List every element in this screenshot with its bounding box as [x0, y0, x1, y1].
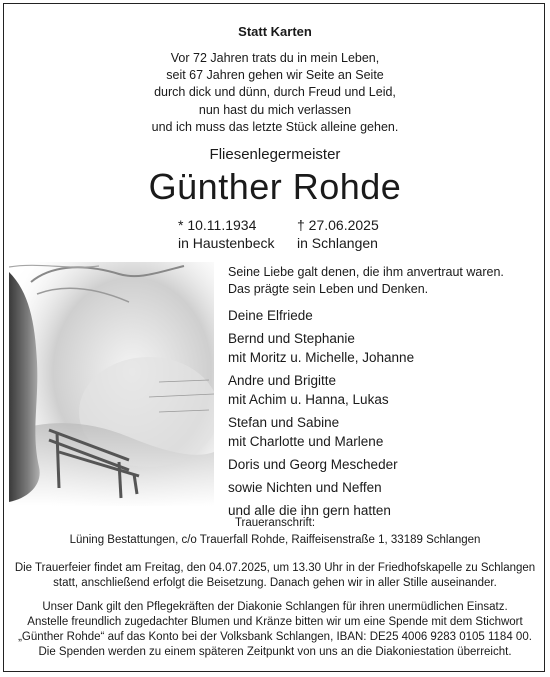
tree-bench-illustration [9, 262, 214, 506]
mourner: Doris und Georg Mescheder [228, 457, 398, 472]
birth-date: * 10.11.1934 [178, 217, 257, 233]
deceased-name: Günther Rohde [148, 166, 402, 207]
mourner: mit Charlotte und Marlene [228, 434, 384, 449]
service-line: statt, anschließend erfolgt die Beisetzung. Danach gehen wir in aller Stille auseinander. [53, 577, 497, 589]
mourner: Deine Elfriede [228, 308, 313, 323]
mourner: sowie Nichten und Neffen [228, 480, 382, 495]
poem-line: seit 67 Jahren gehen wir Seite an Seite [166, 68, 384, 83]
poem-line: nun hast du mich verlassen [198, 102, 352, 117]
mourner: mit Moritz u. Michelle, Johanne [228, 350, 415, 365]
mourners-list [228, 306, 414, 520]
quote-line: Das prägte sein Leben und Denken. [228, 281, 429, 296]
birth-info [178, 216, 275, 252]
thanks-line: Anstelle freundlich zugedachter Blumen und Kränze bitten wir um eine Spende mit dem Stichwort [27, 616, 523, 628]
thanks-line: Unser Dank gilt den Pflegekräften der Diakonie Schlangen für ihren unermüdlichen Einsatz. [42, 601, 508, 613]
address-label: Traueranschrift: [234, 517, 316, 529]
birth-place: in Haustenbeck [178, 235, 275, 251]
service-line: Die Trauerfeier findet am Freitag, den 04.07.2025, um 13.30 Uhr in der Friedhofskapelle zu Schlangen [14, 562, 536, 574]
header-statt-karten: Statt Karten [238, 24, 312, 39]
death-date: † 27.06.2025 [297, 217, 379, 233]
mourner: Andre und Brigitte [228, 373, 337, 388]
poem [0, 50, 550, 136]
thanks-line: „Günther Rohde“ auf das Konto bei der Volksbank Schlangen, IBAN: DE25 4006 9283 0105 1184 00. [18, 631, 532, 643]
mourner: und alle die ihn gern hatten [228, 503, 391, 518]
poem-line: und ich muss das letzte Stück alleine gehen. [151, 119, 399, 134]
thanks-donation-info [0, 600, 550, 660]
quote-line: Seine Liebe galt denen, die ihm anvertraut waren. [228, 265, 504, 279]
poem-line: Vor 72 Jahren trats du in mein Leben, [170, 51, 380, 65]
mourning-address: Lüning Bestattungen, c/o Trauerfall Rohde, Raiffeisenstraße 1, 33189 Schlangen [69, 534, 481, 546]
funeral-service-info [0, 561, 550, 591]
thanks-line: Die Spenden werden zu einem späteren Zeitpunkt von uns an die Diakoniestation überreicht. [38, 646, 512, 658]
death-info [297, 216, 379, 252]
mourner: mit Achim u. Hanna, Lukas [228, 392, 389, 407]
mourner: Bernd und Stephanie [228, 331, 355, 346]
death-place: in Schlangen [297, 235, 378, 251]
mourner: Stefan und Sabine [228, 415, 340, 430]
profession: Fliesenlegermeister [209, 146, 341, 163]
poem-line: durch dick und dünn, durch Freud und Leid, [154, 85, 396, 100]
quote [228, 264, 504, 297]
